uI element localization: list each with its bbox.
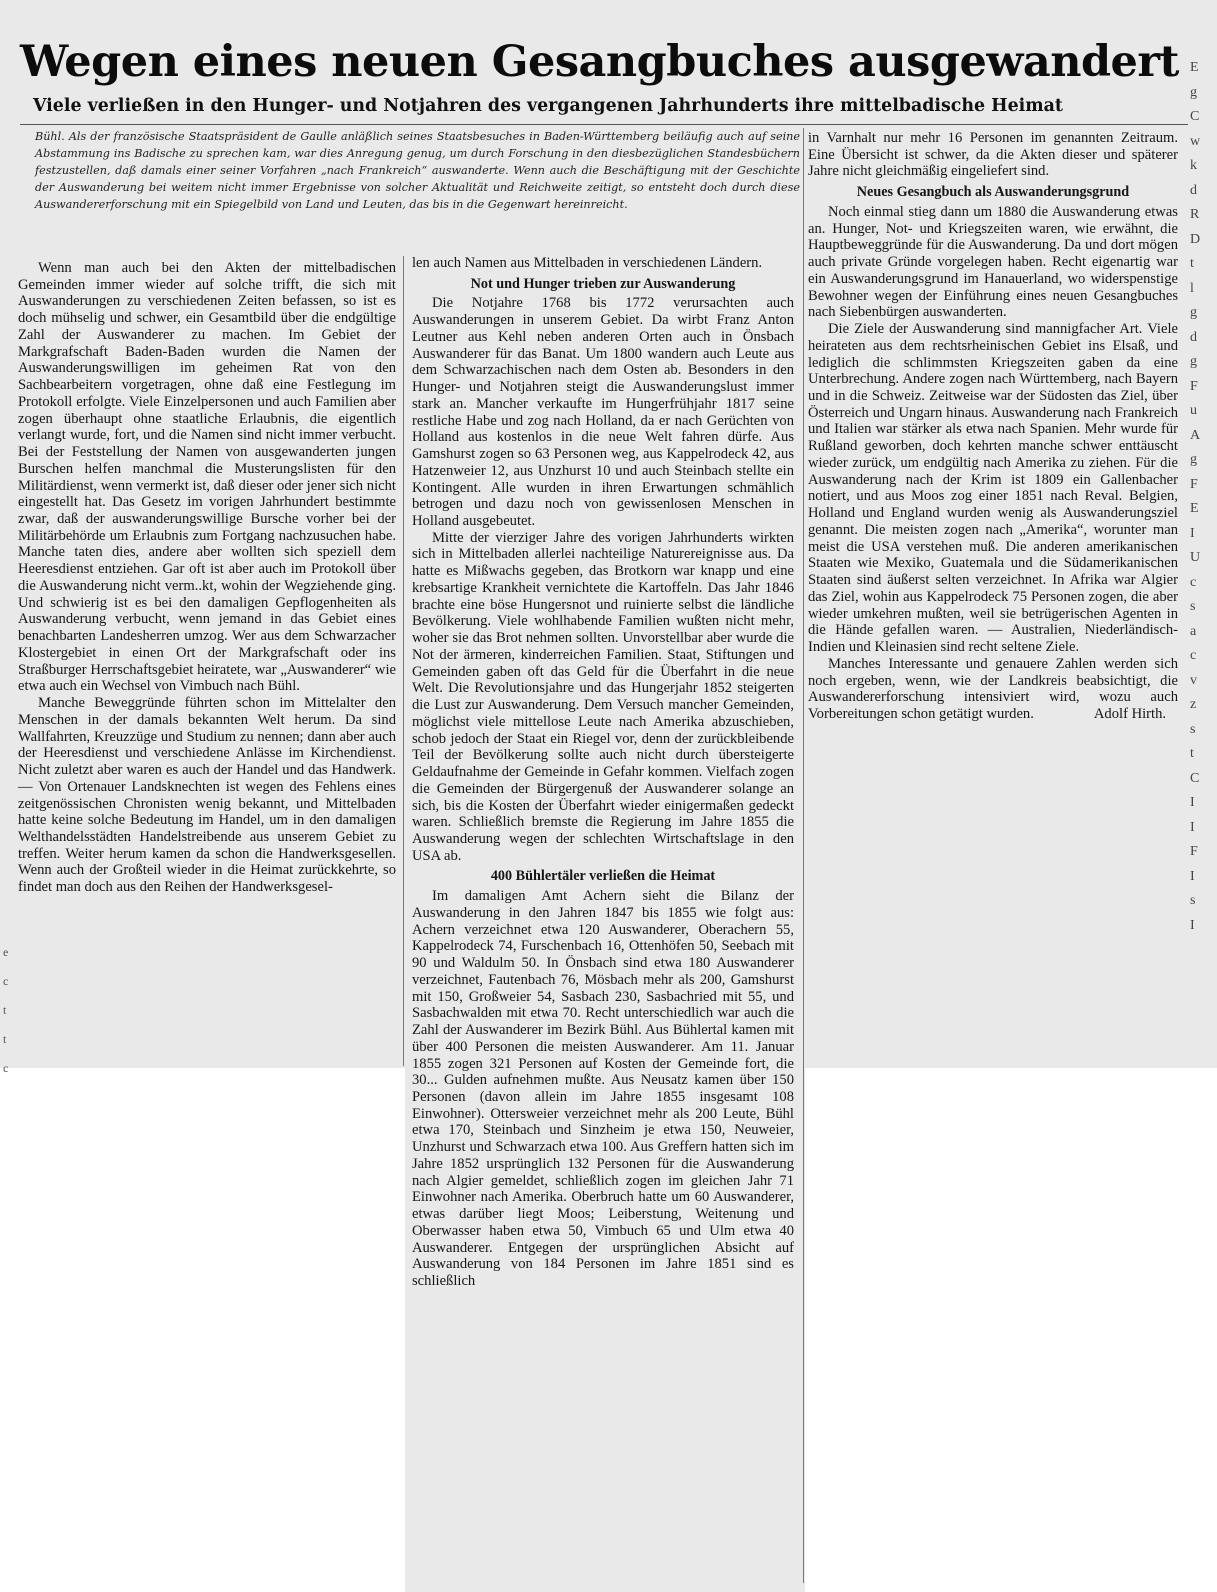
fragment-letter: z xyxy=(1190,697,1197,712)
fragment-letter: s xyxy=(1190,599,1196,614)
fragment-letter: v xyxy=(1190,672,1197,688)
fragment-letter: a xyxy=(1190,623,1197,639)
fragment-letter: u xyxy=(1190,403,1197,418)
subheadline: Viele verließen in den Hunger- und Notjahren des vergangenen Jahrhunderts ihre mittelbadische Heimat xyxy=(33,96,1063,116)
fragment-letter: E xyxy=(1190,501,1199,516)
article-column-2 xyxy=(412,255,794,1290)
headline: Wegen eines neuen Gesangbuches ausgewandert xyxy=(20,37,1179,87)
section-heading: 400 Bühlertäler verließen die Heimat xyxy=(490,868,716,885)
article-column-3 xyxy=(808,130,1178,723)
fragment-letter: t xyxy=(1190,746,1194,761)
left-article-edge xyxy=(3,938,13,1083)
fragment-letter: e xyxy=(3,945,9,959)
fragment-letter: g xyxy=(1190,305,1197,320)
fragment-letter: w xyxy=(1190,133,1201,149)
headline-rule xyxy=(20,124,1188,125)
fragment-letter: l xyxy=(1190,280,1194,296)
body-paragraph: in Varnhalt nur mehr 16 Personen im genannten Zeitraum. Eine Übersicht ist schwer, da die Akten dieser und späterer Jahre nicht gleichmäßig eingeliefert sind. xyxy=(808,130,1178,180)
fragment-letter: I xyxy=(1190,525,1195,541)
fragment-letter: d xyxy=(1190,329,1197,345)
fragment-letter: t xyxy=(3,1003,7,1017)
fragment-letter: R xyxy=(1190,207,1200,222)
fragment-letter: F xyxy=(1190,476,1198,492)
article-column-1 xyxy=(18,260,396,896)
fragment-letter: C xyxy=(1190,770,1200,786)
fragment-letter: g xyxy=(1190,84,1197,100)
fragment-letter: I xyxy=(1190,795,1195,810)
lead-paragraph: Bühl. Als der französische Staatspräsident de Gaulle anläßlich seines Staatsbesuches in Baden-Württemberg beiläufig auch auf seine Abstammung ins Badische zu sprechen kam, war dies Anregung genug, um durch Forschung in den diesbezüglichen Standesbüchern festzustellen, daß damals einer seiner Vorfahren „nach Frankreich“ auswanderte. Wenn auch die Beschäftigung mit der Geschichte der Auswanderung bei weitem nicht immer Ergebnisse von solcher Aktualität und Reichweite zeitigt, so entsteht doch durch diese Auswandererforschung mit ein Spiegelbild von Land und Leuten, das bis in die Gegenwart hereinreicht. xyxy=(35,130,800,212)
body-paragraph: Manche Beweggründe führten schon im Mittelalter den Menschen in der damals bekannten Welt herum. Da sind Wallfahrten, Kreuzzüge und Studium zu nennen; dann aber auch der Heeresdienst und verschiedene Anlässe im Kirchendienst. Nicht zuletzt aber waren es auch der Handel und das Handwerk. — Von Ortenauer Landsknechten ist wegen des Fehlens eines zeitgenössischen Chronisten wenig bekannt, und Mittelbaden hatte keine solche Bedeutung im Handel, um in den damaligen Welthandelsstädten Handelstreibende aus unserem Gebiet zu treffen. Weiter herum kamen da schon die Handwerksgesellen. Wenn auch der Großteil wieder in die Heimat zurückkehrte, so findet man doch aus den Reihen der Handwerksgesel- xyxy=(18,695,396,896)
body-paragraph: Noch einmal stieg dann um 1880 die Auswanderung etwas an. Hunger, Not- und Kriegszeiten waren, wie erwähnt, die Hauptbeweggründe für die Auswanderung. Da und dort mögen auch private Gründe vorgelegen haben. Recht eigenartig war ein Auswanderungsgrund im Hanauerland, wo widerspenstige Bewohner wegen der Einführung eines neuen Gesangbuches nach Siebenbürgen auswanderten. xyxy=(808,203,1178,321)
body-paragraph: Wenn man auch bei den Akten der mittelbadischen Gemeinden immer wieder auf solche trifft, die sich mit Auswanderungen zu verschiedenen Zeiten befassen, so ist es doch mühselig und schwer, ein Gesamtbild über die endgültige Zahl der Auswanderer zu machen. Im Gebiet der Markgrafschaft Baden-Baden wurden die Namen der Auswanderungswilligen im geheimen Rat von den Sachbearbeitern vorgetragen, ohne daß eine Festlegung im Protokoll erfolgte. Viele Einzelpersonen und auch Familien aber zogen überhaupt ohne staatliche Erlaubnis, die eigentlich verlangt wurde, fort, und die Namen sind nicht immer verbucht. Bei der Feststellung der Namen von ausgewanderten jungen Burschen helfen manchmal die Musterungslisten für den Militärdienst, wenn vermerkt ist, daß dieser oder jener sich nicht eingestellt hat. Das Gesetz im vorigen Jahrhundert bestimmte zwar, daß der auswanderungswillige Bursche vorher bei der Militärbehörde um Erlaubnis zum Fortgang nachzusuchen habe. Manche taten dies, andere aber wollten sich speziell dem Heeresdienst entziehen. Gar oft ist aber auch im Protokoll über die Auswanderung nicht verm..kt, wohin der Wegziehende ging. Und schwierig ist es bei den damaligen Gepflogenheiten als Auswanderung verbucht, wenn jemand in das Gebiet eines benachbarten Landesherren umzog. Wer aus dem Schwarzacher Klostergebiet in einen Ort der Markgrafschaft oder ins Straßburger Herrschaftsgebiet heiratete, war „Auswanderer“ wie etwa auch ein Wechsel von Vimbuch nach Bühl. xyxy=(18,260,396,695)
fragment-letter: c xyxy=(1190,574,1197,590)
fragment-letter: C xyxy=(1190,109,1200,124)
fragment-letter: I xyxy=(1190,868,1195,884)
body-paragraph: Die Notjahre 1768 bis 1772 verursachten auch Auswanderungen in unserem Gebiet. Da wirbt Franz Anton Leutner aus Kehl neben anderen Orten auch in Önsbach Auswanderer für das Banat. Um 1800 wandern auch Leute aus dem Schwarzachischen nach dem Osten ab. Besonders in den Hunger- und Notjahren steigt die Auswanderungslust immer stark an. Mancher verkaufte im Hungerfrühjahr 1817 seine restliche Habe und zog nach Holland, da er nach Gerüchten von Holland aus kostenlos in die neue Welt fahren dürfe. Aus Gamshurst zogen so 63 Personen weg, aus Kappelrodeck 42, aus Hatzenweier 12, aus Unzhurst 10 und auch Steinbach stellte ein Kontingent. Alle wurden in ihren Erwartungen schmählich betrogen und dazu noch von gewissenlosen Menschen in Holland ausgebeutet. xyxy=(412,295,794,530)
fragment-letter: F xyxy=(1190,844,1198,859)
fragment-letter: s xyxy=(1190,893,1196,908)
fragment-letter: E xyxy=(1190,60,1199,75)
adjacent-article-edge xyxy=(1190,56,1217,938)
column-divider-1 xyxy=(403,256,404,1066)
body-paragraph: len auch Namen aus Mittelbaden in verschiedenen Ländern. xyxy=(412,255,763,271)
fragment-letter: A xyxy=(1190,427,1201,443)
fragment-letter: t xyxy=(1190,256,1194,271)
closing-text: Manches Interessante und genauere Zahlen werden sich noch ergeben, wenn, wie der Landkreis beabsichtigt, die Auswandererforschung intensiviert wird, wozu auch Vorbereitungen schon getätigt wurden. xyxy=(808,655,1178,722)
fragment-letter: U xyxy=(1190,550,1201,565)
fragment-letter: s xyxy=(1190,721,1196,737)
fragment-letter: c xyxy=(3,974,9,988)
fragment-letter: c xyxy=(1190,648,1197,663)
fragment-letter: I xyxy=(1190,917,1195,933)
body-paragraph: Im damaligen Amt Achern sieht die Bilanz der Auswanderung in den Jahren 1847 bis 1855 wie folgt aus: Achern verzeichnet etwa 120 Auswanderer, Oberachern 55, Kappelrodeck 74, Furschenbach 16, Ottenhöfen 50, Seebach mit 90 und Waldulm 50. In Önsbach sind etwa 180 Auswanderer verzeichnet, Fautenbach 76, Mösbach mehr als 200, Gamshurst mit 150, Großweier 54, Sasbach 230, Sasbachried mit 55, und Sasbachwalden mit etwa 70. Recht unterschiedlich war auch die Zahl der Auswanderer im Bezirk Bühl. Aus Bühlertal kamen mit über 400 Personen die meisten Auswanderer. Am 11. Januar 1855 zogen 321 Personen auf Kosten der Gemeinde fort, die 30... Gulden aufnehmen mußte. Aus Neusatz kamen über 150 Personen (davon allein im Jahre 1855 insgesamt 108 Einwohner). Ottersweier verzeichnet mehr als 200 Leute, Bühl etwa 170, Steinbach und Sinzheim je etwa 150, Neuweier, Unzhurst und Schwarzach etwa 100. Aus Greffern hatten sich im Jahre 1852 ursprünglich 132 Personen für die Auswanderung nach Algier gemeldet, schließlich zogen im gleichen Jahr 71 Einwohner nach Amerika. Oberbruch hatte um 60 Auswanderer, etwas darüber liegt Moos; Leiberstung, Weitenung und Oberwasser haben etwa 50, Vimbuch 65 und Ulm etwa 40 Auswanderer. Entgegen der ursprünglichen Absicht auf Auswanderung von 184 Personen im Jahre 1851 sind es schließlich xyxy=(412,888,794,1290)
fragment-letter: g xyxy=(1190,452,1197,467)
fragment-letter: c xyxy=(3,1061,9,1075)
fragment-letter: t xyxy=(3,1032,7,1046)
fragment-letter: k xyxy=(1190,158,1197,173)
section-heading: Not und Hunger trieben zur Auswanderung xyxy=(470,275,736,292)
body-paragraph xyxy=(808,656,1178,723)
fragment-letter: I xyxy=(1190,819,1195,835)
fragment-letter: D xyxy=(1190,231,1201,247)
body-paragraph: Mitte der vierziger Jahre des vorigen Jahrhunderts wirkten sich in Mittelbaden allerlei nachteilige Naturereignisse aus. Da hatte es Mißwachs gegeben, das Brotkorn war knapp und eine krebsartige Krankheit vernichtete die Kartoffeln. Das Jahr 1846 brachte eine böse Hungersnot und ruinierte selbst die ländliche Bevölkerung. Viele wohlhabende Familien wußten nicht mehr, woher sie das Brot nehmen sollten. Unvorstellbar aber wurde die Not der ärmeren, kinderreichen Familien. Staat, Stiftungen und Gemeinden gaben oft das Geld für die Überfahrt in die neue Welt. Die Revolutionsjahre und das Hungerjahr 1852 steigerten die Lust zur Auswanderung. Dem Versuch mancher Gemeinden, möglichst viele mittellose Leute nach Amerika abzuschieben, schob jedoch der Staat ein Riegel vor, denn der zurückbleibende Teil der Bevölkerung sollte auch nicht durch übersteigerte Geldaufnahme der Gemeinde in Gefahr kommen. Vielfach zogen die Gemeinden der Bürgergenuß der Auswanderer solange an sich, bis die Kosten der Überfahrt wieder einigermaßen gedeckt waren. Schließlich bremste die Regierung im Jahre 1855 die Auswanderung wegen der schlechten Wirtschaftslage in den USA ab. xyxy=(412,529,794,864)
section-heading: Neues Gesangbuch als Auswanderungsgrund xyxy=(856,184,1130,201)
body-paragraph: Die Ziele der Auswanderung sind mannigfacher Art. Viele heirateten aus dem rechtsrheinischen Gebiet ins Elsaß, und lediglich die schlimmsten Kriegszeiten gaben da eine Unterbrechung. Andere zogen nach Württemberg, nach Bayern und in die Schweiz. Zeitweise war der Südosten das Ziel, über Österreich und Ungarn hinaus. Auswanderung nach Frankreich und Italien war stärker als etwa nach Spanien. Mehr wurde für Rußland geworben, doch kehrten manche schwer enttäuscht wieder zurück, um endgültig nach Amerika zu ziehen. Für die Auswanderung nach der Krim ist 1809 ein Gallenbacher notiert, und aus Moos zog einer 1851 nach Reval. Belgien, Holland und England wurden wenig als Auswanderungsziel genannt. Die meisten zogen nach „Amerika“, worunter man meist die USA verstehen muß. Die anderen amerikanischen Staaten wie Mexiko, Guatemala und die Südamerikanischen Staaten sind äußerst selten verzeichnet. In Afrika war Algier das Ziel, wohin aus Kappelrodeck 75 Personen zogen, die aber wieder umkehren mußten, weil sie betrügerischen Agenten in die Hände gefallen waren. — Australien, Niederländisch-Indien und Kleinasien sind recht seltene Ziele. xyxy=(808,321,1178,656)
column-divider-2 xyxy=(803,128,804,1583)
fragment-letter: d xyxy=(1190,182,1197,198)
fragment-letter: g xyxy=(1190,354,1197,369)
fragment-letter: F xyxy=(1190,378,1198,394)
author-signature: Adolf Hirth. xyxy=(1093,705,1167,722)
